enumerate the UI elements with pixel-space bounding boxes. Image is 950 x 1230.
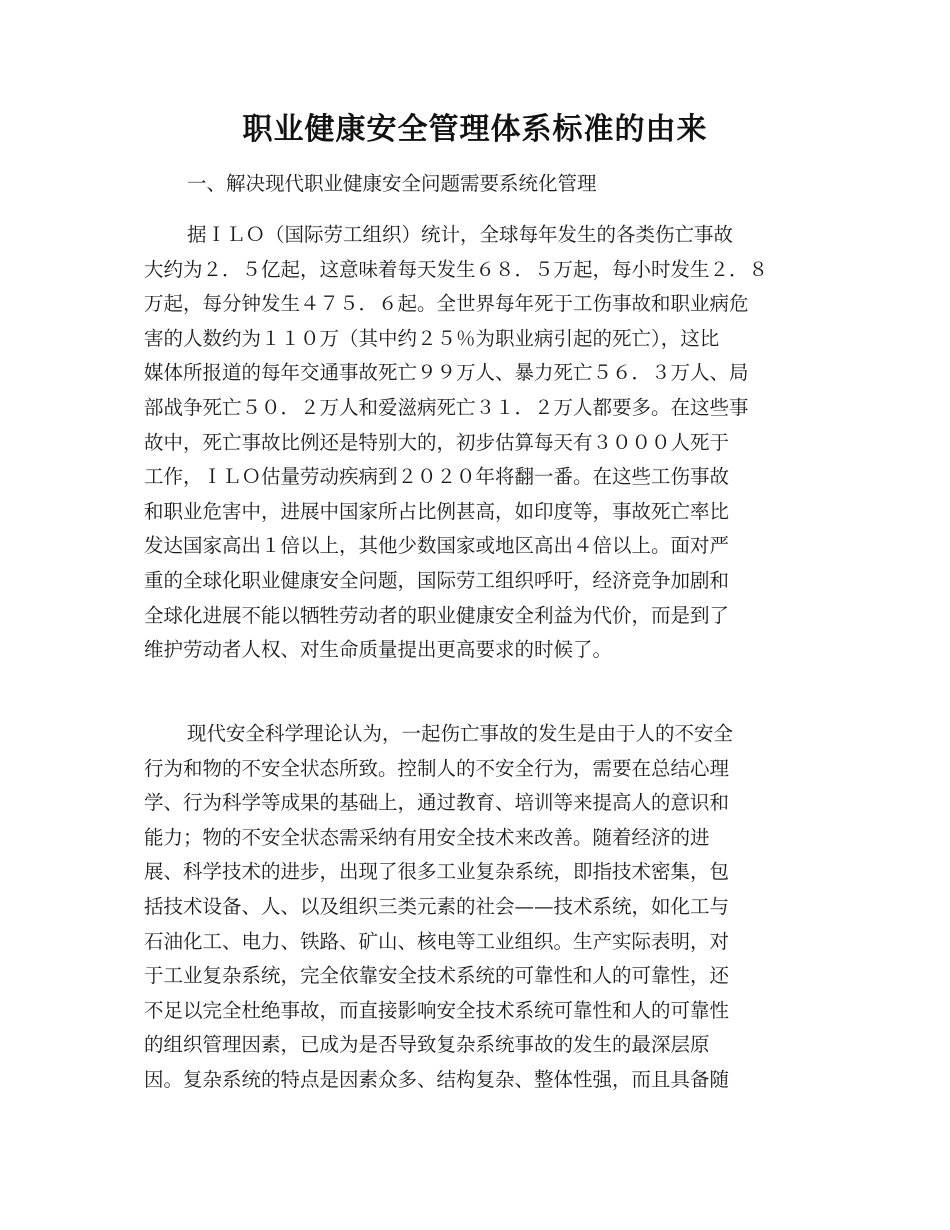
paragraph-line: 的组织管理因素，已成为是否导致复杂系统事故的发生的最深层原 [144, 1033, 710, 1057]
paragraph-line: 能力；物的不安全状态需采纳有用安全技术来改善。随着经济的进 [144, 825, 710, 849]
document-title: 职业健康安全管理体系标准的由来 [242, 112, 708, 147]
paragraph-line: 大约为２．５亿起，这意味着每天发生６８．５万起，每小时发生２．８ [144, 257, 769, 281]
paragraph-line: 括技术设备、人、以及组织三类元素的社会——技术系统，如化工与 [144, 894, 730, 918]
paragraph-line: 不足以完全杜绝事故，而直接影响安全技术系统可靠性和人的可靠性 [144, 998, 730, 1022]
paragraph-1 [144, 218, 809, 668]
paragraph-line: 发达国家高出１倍以上，其他少数国家或地区高出４倍以上。面对严 [144, 534, 730, 558]
paragraph-line: 维护劳动者人权、对生命质量提出更高要求的时候了。 [144, 638, 613, 662]
paragraph-2 [144, 717, 809, 1098]
paragraph-line: 故中，死亡事故比例还是特别大的，初步估算每天有３０００人死于 [144, 430, 730, 454]
paragraph-line: 石油化工、电力、铁路、矿山、核电等工业组织。生产实际表明，对 [144, 929, 730, 953]
paragraph-line: 和职业危害中，进展中国家所占比例甚高，如印度等，事故死亡率比 [144, 499, 730, 523]
paragraph-line: 万起，每分钟发生４７５．６起。全世界每年死于工伤事故和职业病危 [144, 292, 749, 316]
paragraph-line: 部战争死亡５０．２万人和爱滋病死亡３１．２万人都要多。在这些事 [144, 395, 749, 419]
paragraph-line: 全球化进展不能以牺牲劳动者的职业健康安全利益为代价，而是到了 [144, 603, 730, 627]
section-heading: 一、解决现代职业健康安全问题需要系统化管理 [187, 172, 597, 195]
paragraph-line: 行为和物的不安全状态所致。控制人的不安全行为，需要在总结心理 [144, 756, 730, 780]
paragraph-line: 展、科学技术的进步，出现了很多工业复杂系统，即指技术密集，包 [144, 860, 730, 884]
paragraph-line: 工作，ＩＬＯ估量劳动疾病到２０２０年将翻一番。在这些工伤事故 [144, 465, 730, 489]
paragraph-line: 据ＩＬＯ（国际劳工组织）统计，全球每年发生的各类伤亡事故 [187, 223, 734, 246]
paragraph-line: 害的人数约为１１０万（其中约２５％为职业病引起的死亡），这比 [144, 326, 720, 350]
paragraph-line: 重的全球化职业健康安全问题，国际劳工组织呼吁，经济竞争加剧和 [144, 568, 730, 592]
paragraph-line: 媒体所报道的每年交通事故死亡９９万人、暴力死亡５６．３万人、局 [144, 361, 749, 385]
paragraph-line: 学、行为科学等成果的基础上，通过教育、培训等来提高人的意识和 [144, 791, 730, 815]
paragraph-line: 因。复杂系统的特点是因素众多、结构复杂、整体性强，而且具备随 [144, 1067, 730, 1091]
paragraph-line: 于工业复杂系统，完全依靠安全技术系统的可靠性和人的可靠性，还 [144, 964, 730, 988]
paragraph-line: 现代安全科学理论认为，一起伤亡事故的发生是由于人的不安全 [187, 722, 734, 745]
